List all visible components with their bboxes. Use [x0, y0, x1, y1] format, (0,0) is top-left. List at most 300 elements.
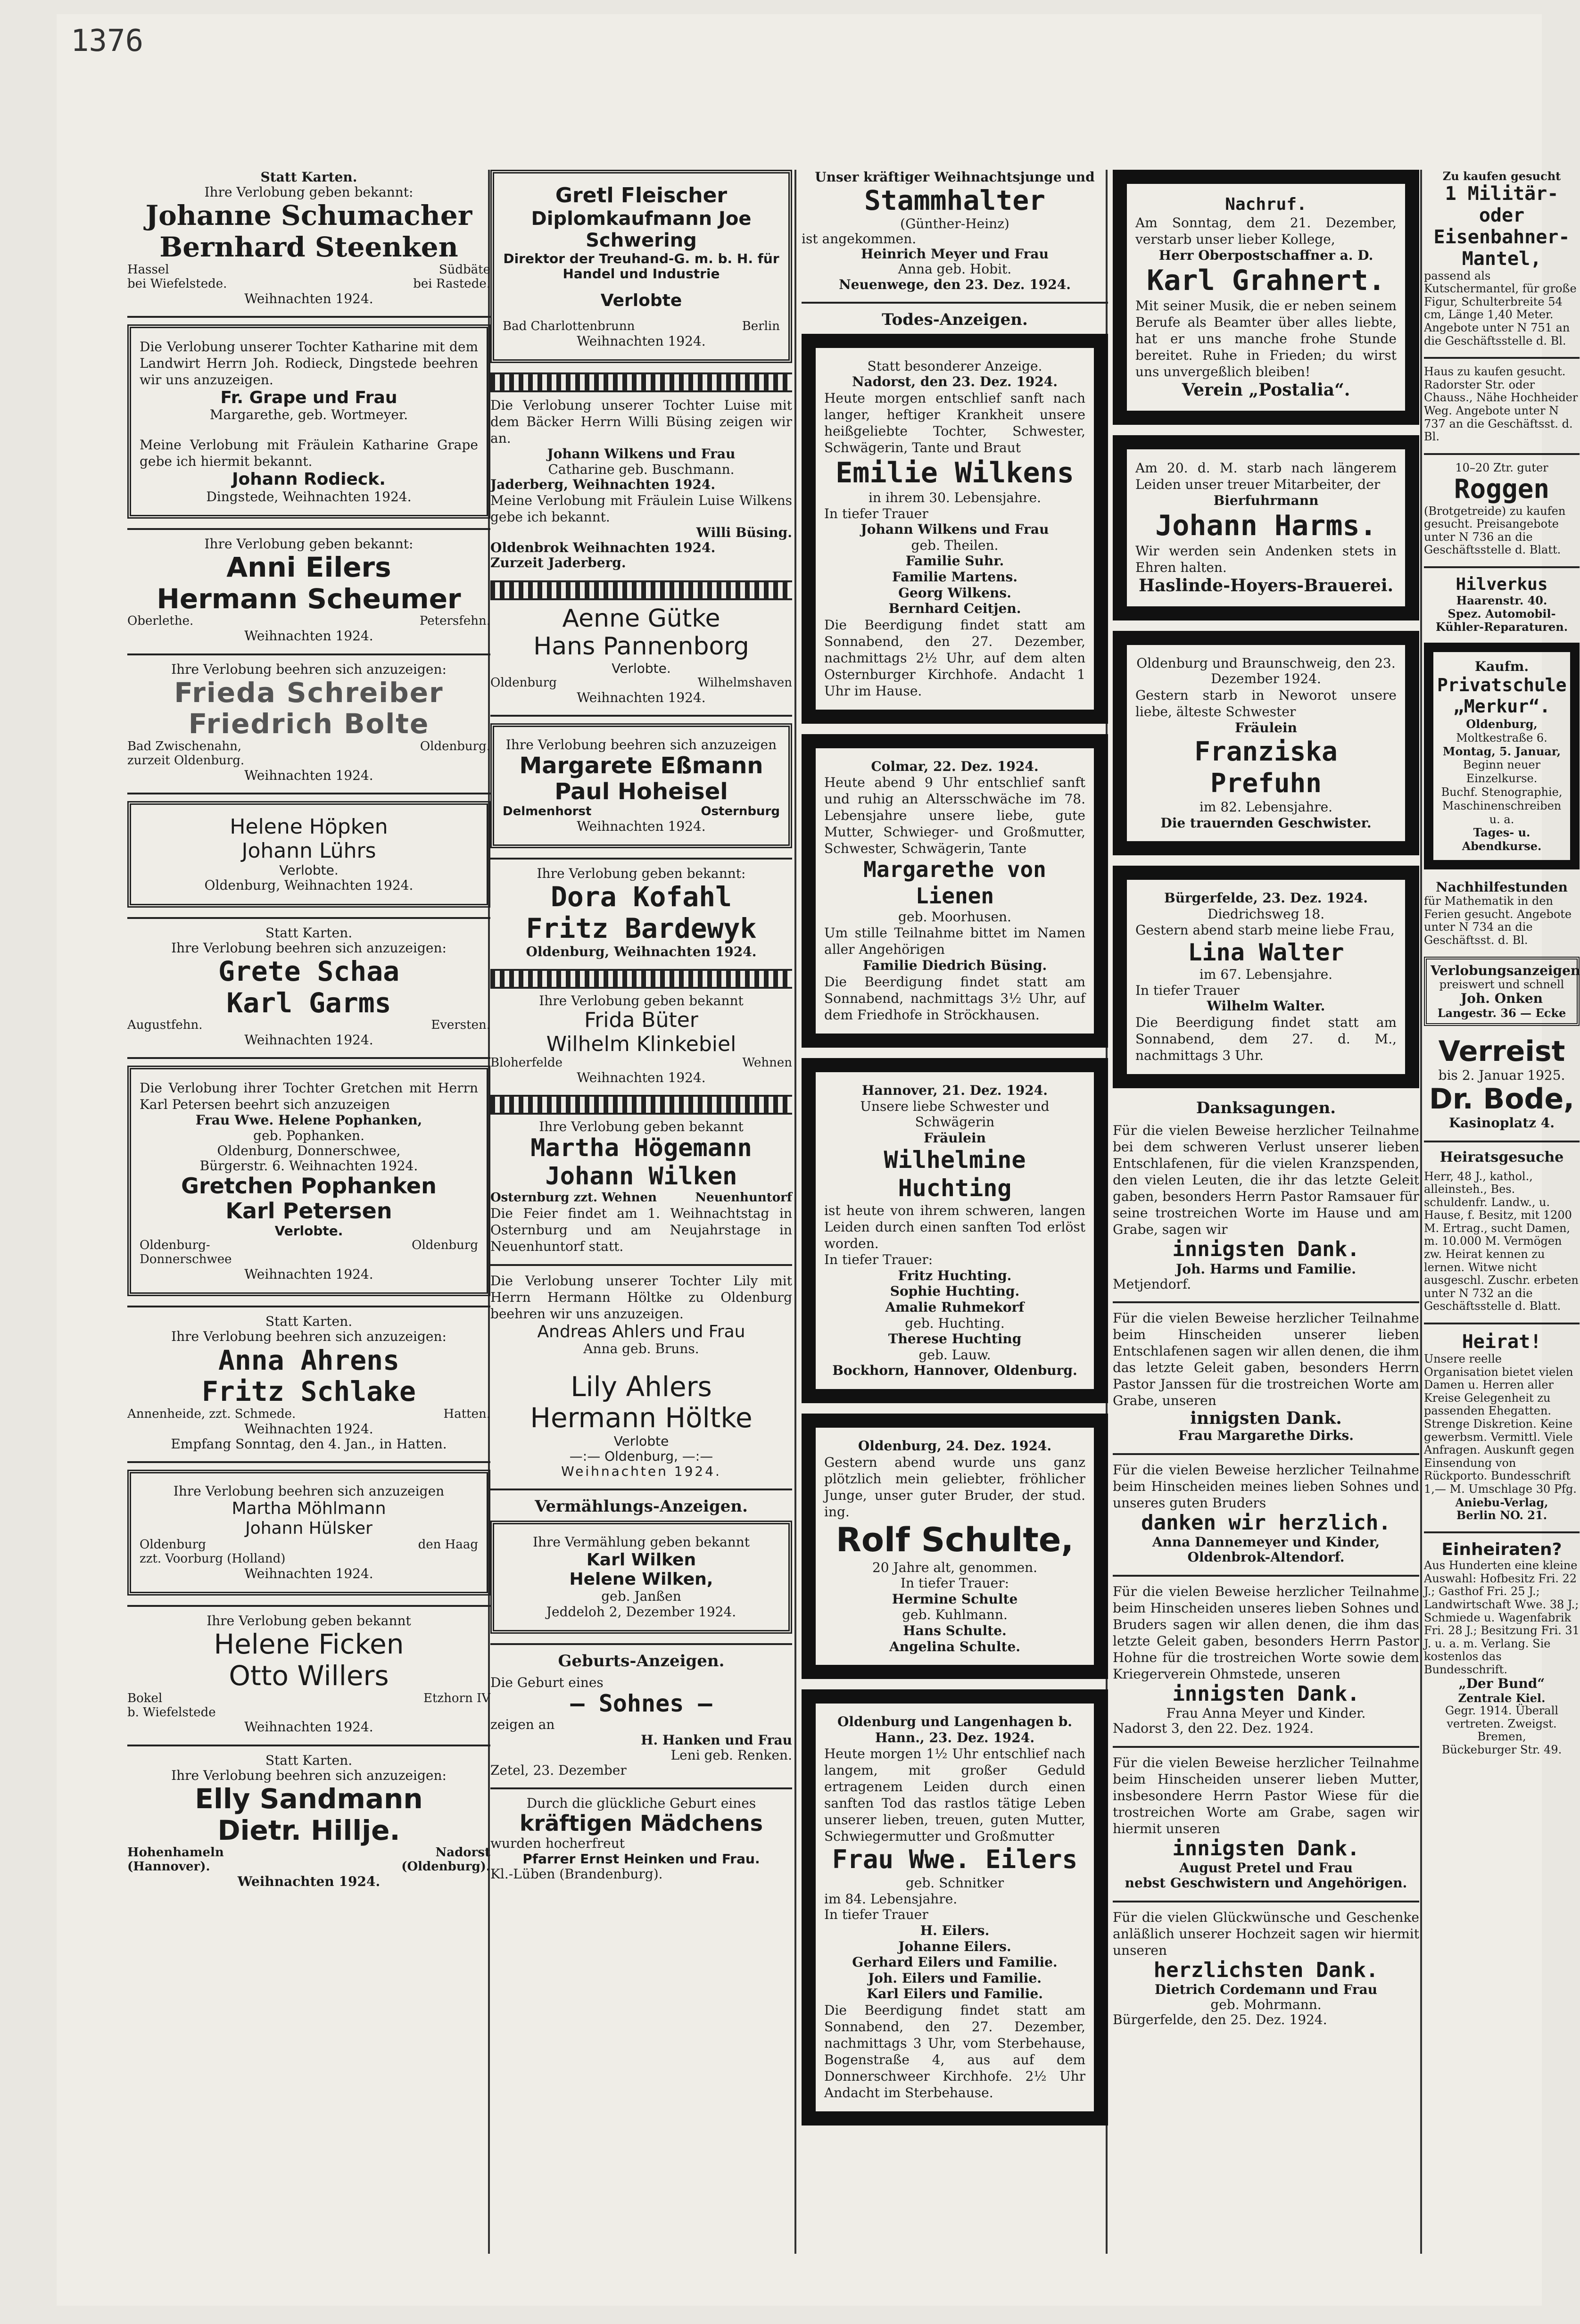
ad-signature: Andreas Ahlers und Frau — [537, 1322, 745, 1341]
ad-text: Die Beerdigung findet statt am Sonnabend, nachmittags 3½ Uhr, auf dem Friedhofe in Ströckhausen. — [824, 974, 1085, 1023]
ad-name: Karl Garms — [226, 986, 391, 1019]
ad-signature: Hermine Schulte — [892, 1591, 1018, 1607]
ad-headline: danken wir herzlich. — [1141, 1510, 1391, 1535]
section-heading: Geburts-Anzeigen. — [558, 1651, 725, 1671]
ad-text: Verlobte. — [279, 862, 339, 878]
ad-date: Weihnachten 1924. — [244, 1421, 373, 1437]
obituary — [1113, 631, 1419, 855]
ad-date: Weihnachten 1924. — [561, 1464, 721, 1480]
ad-title: Bierfuhrmann — [1213, 492, 1319, 508]
ad-signature: Joh. Harms und Familie. — [1176, 1261, 1356, 1277]
birth-ad — [490, 1675, 792, 1778]
ad-place: Eversten. — [431, 1018, 490, 1033]
ad-text: im 84. Lebensjahre. — [824, 1891, 958, 1907]
ad-headline: herzlichsten Dank. — [1153, 1958, 1379, 1982]
ad-note: Die Feier findet am 1. Weihnachtstag in Osternburg und am Neujahrstage in Neuenhuntorf statt. — [490, 1205, 792, 1254]
ad-signature: Fritz Huchting. — [898, 1267, 1012, 1283]
ad-name: Fritz Bardewyk — [526, 912, 757, 944]
ad-text: Buchf. Stenographie, Maschinenschreiben u. a. — [1441, 786, 1563, 826]
ad-signature: Anna Dannemeyer und Kinder, — [1152, 1534, 1380, 1550]
ad-signature: Verein „Postalia“. — [1182, 380, 1350, 400]
ad-name: Margarete Eßmann — [519, 752, 763, 779]
ad-name: Franziska Prefuhn — [1194, 736, 1338, 799]
ad-name: Helene Höpken — [230, 815, 388, 839]
ad-name: Martha Högemann — [530, 1134, 752, 1163]
ad-headline: Hilverkus — [1456, 575, 1548, 595]
classified-ad — [1424, 957, 1580, 1026]
ad-place: Hassel — [127, 262, 169, 277]
ad-top: Statt Karten. — [265, 1314, 353, 1330]
ad-text: Aus Hunderten eine kleine Auswahl: Hofbesitz Fri. 22 J.; Gasthof Fri. 25 J.; Landwirtschaft Wwe. 38 J.; Schmiede u. Wagenfabrik Fri. 28 J.; Besitzung Fri. 31 J. u. a. m. Verlang. Sie kostenlos das Bundesschrift. — [1424, 1559, 1580, 1676]
ad-date: Oldenburg und Braunschweig, den 23. Dezember 1924. — [1136, 655, 1396, 687]
ad-signature: August Pretel und Frau — [1179, 1860, 1353, 1876]
ad-place: Petersfehn. — [419, 614, 490, 629]
column-3 — [802, 170, 1108, 2136]
ad-headline: Stammhalter — [864, 184, 1046, 217]
ad-text: Für die vielen Glückwünsche und Geschenke anläßlich unserer Hochzeit sagen wir hiermit unseren — [1113, 1909, 1419, 1958]
ad-intro: Ihre Verlobung geben bekannt: — [537, 866, 746, 882]
ad-text: preiswert und schnell — [1439, 977, 1564, 991]
ad-title: Herr Oberpostschaffner a. D. — [1158, 248, 1373, 264]
column-5 — [1424, 170, 1580, 1766]
ad-text: Durch die glückliche Geburt eines — [526, 1795, 756, 1811]
ad-signature: nebst Geschwistern und Angehörigen. — [1125, 1875, 1407, 1891]
ad-text: Am Sonntag, dem 21. Dezember, verstarb unser lieber Kollege, — [1135, 215, 1397, 248]
ad-signature: Frau Wwe. Helene Pophanken, — [195, 1112, 422, 1128]
ad-address: Langestr. 36 — Ecke — [1437, 1006, 1566, 1020]
ad-text: Um stille Teilnahme bittet im Namen aller Angehörigen — [824, 925, 1085, 958]
ad-text: Montag, 5. Januar, — [1442, 744, 1561, 758]
ad-text: zeigen an — [490, 1717, 555, 1733]
ad-signature: Hans Schulte. — [903, 1623, 1007, 1638]
ad-name: Karl Wilken — [586, 1550, 696, 1570]
ad-name: Rolf Schulte, — [836, 1520, 1074, 1559]
ad-name: geb. Schnitker — [905, 1875, 1004, 1891]
ad-signature: Bernhard Ceitjen. — [888, 601, 1021, 617]
ornament-border — [490, 580, 792, 600]
ad-text: Für die vielen Beweise herzlicher Teilnahme beim Hinscheiden unseres lieben Sohnes und Bruders sagen wir allen denen, die ihm das letzte Geleit gaben, besonders Herrn Pastor Hohne für die trostreichen Worte sowie dem Kriegerverein Ohmstede, unseren — [1113, 1583, 1419, 1682]
ad-place: Berlin — [742, 319, 780, 334]
ad-text: Für die vielen Beweise herzlicher Teilnahme bei dem schweren Verlust unserer lieben Entschlafenen, für die vielen Kranzspenden, den vielen Leuten, die ihr das letzte Geleit gaben, besonders Herrn Pastor Ramsauer für seine trostreichen Worte im Hause und am Grabe, sagen wir — [1113, 1123, 1419, 1238]
ad-top: Unser kräftiger Weihnachtsjunge und — [815, 169, 1095, 185]
ad-name: Margarethe von Lienen — [863, 857, 1046, 909]
ad-text: Wir werden sein Andenken stets in Ehren halten. — [1135, 543, 1397, 575]
ad-intro: Ihre Verlobung geben bekannt — [207, 1613, 411, 1629]
ad-place: Bürgerstr. 6. Weihnachten 1924. — [199, 1158, 418, 1174]
obituary — [1113, 170, 1419, 425]
ad-date: Bürgerfelde, den 25. Dez. 1924. — [1113, 2012, 1327, 2028]
ad-place: Osternburg — [701, 804, 780, 819]
ad-name: Martha Möhlmann — [232, 1499, 386, 1519]
ad-name: Helene Ficken — [214, 1628, 404, 1661]
ad-signature: Amalie Ruhmekorf — [885, 1299, 1025, 1315]
ad-signature: Johann Wilkens und Frau — [547, 446, 736, 462]
ad-date: Weihnachten 1924. — [577, 690, 706, 706]
ad-date: Neuenwege, den 23. Dez. 1924. — [839, 276, 1071, 292]
ad-name: Wilhelmine Huchting — [884, 1146, 1026, 1202]
ad-date: Weihnachten 1924. — [244, 1032, 373, 1048]
ad-signature: Johann Wilkens und Frau — [860, 521, 1049, 538]
ad-headline: Einheiraten? — [1441, 1539, 1562, 1559]
ad-text: Heute morgen 1½ Uhr entschlief nach langem, mit großer Geduld ertragenem Leiden durch einen sanften Tod das rastlos tätige Leben unserer lieben, treuen, guten Mutter, Schwiegermutter und Großmutter — [824, 1746, 1085, 1844]
ad-text: Meine Verlobung mit Fräulein Katharine Grape gebe ich hiermit bekannt. — [140, 437, 478, 470]
engagement-ad — [127, 1613, 490, 1735]
ad-name: Karl Petersen — [225, 1198, 392, 1224]
ad-name: Anna Ahrens — [218, 1344, 400, 1376]
ad-text: Gestern abend wurde uns ganz plötzlich mein geliebter, fröhlicher Junge, unser guter Bruder, der stud. ing. — [824, 1454, 1085, 1520]
ad-top: Statt Karten. — [265, 925, 353, 941]
ad-date: Weihnachten 1924. — [237, 1874, 381, 1890]
ad-text: Unsere liebe Schwester und Schwägerin — [860, 1098, 1050, 1130]
ad-headline: innigsten Dank. — [1172, 1836, 1360, 1861]
column-4 — [1113, 170, 1419, 2037]
ad-place: Donnerschwee — [140, 1252, 232, 1267]
ad-top: Statt besonderer Anzeige. — [867, 358, 1042, 374]
ad-place: Oldenburg. — [420, 739, 490, 754]
ad-name: Helene Wilken, — [569, 1570, 713, 1589]
ad-top: Statt Karten. — [260, 169, 357, 185]
ad-name: Johann Wilken — [545, 1162, 737, 1191]
classified-ad — [1424, 1331, 1580, 1522]
thanks-ad — [1113, 1754, 1419, 1891]
engagement-ad — [127, 1314, 490, 1452]
ad-date: Weihnachten 1924. — [577, 1070, 706, 1086]
thanks-ad — [1113, 1909, 1419, 2028]
ornament-border — [490, 372, 792, 392]
ad-place: Oldenburg — [140, 1538, 206, 1552]
classified-ad — [1424, 1035, 1580, 1131]
ad-name: Gretl Fleischer — [555, 183, 728, 207]
ad-signature: Frau Margarethe Dirks. — [1178, 1428, 1354, 1444]
ad-place: —:— Oldenburg, —:— — [569, 1448, 713, 1464]
ad-text: Die Verlobung unserer Tochter Lily mit Herrn Hermann Höltke zu Oldenburg beehren wir uns anzuzeigen. — [490, 1273, 792, 1322]
ad-name: Lily Ahlers — [571, 1370, 712, 1403]
engagement-ad — [490, 170, 792, 363]
ad-text: In tiefer Trauer: — [900, 1575, 1009, 1591]
ad-title: Direktor der Treuhand-G. m. b. H. für Handel und Industrie — [503, 250, 779, 281]
ad-place: Oldenburg, — [1466, 717, 1538, 731]
ad-top: Zu kaufen gesucht — [1442, 169, 1561, 183]
ad-name: Gretchen Pophanken — [181, 1173, 437, 1199]
ad-note: Empfang Sonntag, den 4. Jan., in Hatten. — [171, 1436, 447, 1452]
ad-date: Oldenburg, 24. Dez. 1924. — [858, 1438, 1052, 1454]
ad-text: In tiefer Trauer — [1135, 982, 1240, 998]
ad-signature: Willi Büsing. — [696, 525, 792, 540]
ad-signature: Gerhard Eilers und Familie. — [852, 1954, 1058, 1970]
ad-text: Meine Verlobung mit Fräulein Luise Wilkens gebe ich bekannt. — [490, 493, 792, 525]
classified-ad — [1424, 643, 1580, 869]
ad-place: zzt. Voorburg (Holland) — [140, 1552, 286, 1566]
ad-place: Delmenhorst — [503, 804, 592, 819]
ad-name: Johann Lührs — [241, 838, 376, 863]
thanks-ad — [1113, 1122, 1419, 1292]
ad-name: geb. Moorhusen. — [898, 909, 1011, 925]
column-rule — [1420, 170, 1422, 2254]
ad-name: Dora Kofahl — [550, 881, 732, 913]
ad-signature: geb. Huchting. — [905, 1315, 1005, 1331]
ad-headline: — Sohnes — — [570, 1689, 712, 1717]
ad-text: Die Verlobung unserer Tochter Katharine mit dem Landwirt Herrn Joh. Rodieck, Dingstede beehren wir uns anzuzeigen. — [140, 339, 478, 388]
ad-signature: Pfarrer Ernst Heinken und Frau. — [522, 1851, 760, 1867]
section-heading: Danksagungen. — [1196, 1099, 1336, 1118]
ad-place: Osternburg zzt. Wehnen — [490, 1191, 657, 1205]
ad-signature: Joh. Eilers und Familie. — [868, 1970, 1042, 1986]
ad-signature: Anna geb. Hobit. — [898, 261, 1012, 277]
ad-place: Bokel — [127, 1691, 163, 1705]
thanks-ad — [1113, 1462, 1419, 1565]
ad-headline: 1 Militär- oder Eisenbahner-Mantel, — [1433, 182, 1570, 270]
ad-signature: Aniebu-Verlag, — [1455, 1495, 1548, 1509]
ad-text: Heute morgen entschlief sanft nach langer, heftiger Krankheit unsere heißgeliebte Tochter, Schwester, Schwägerin, Tante und Braut — [824, 390, 1085, 455]
ad-text: Für die vielen Beweise herzlicher Teilnahme beim Hinscheiden unserer lieben Mutter, insbesondere Herrn Pastor Wiese für die trostreichen Worte am Grabe, sagen wir hiermit unseren — [1113, 1754, 1419, 1836]
ad-signature: Karl Eilers und Familie. — [867, 1986, 1043, 2002]
ad-address: Zentrale Kiel. — [1458, 1691, 1546, 1705]
ad-date: Zetel, 23. Dezember — [490, 1762, 627, 1778]
ad-top: 10–20 Ztr. guter — [1455, 461, 1548, 474]
ad-place: Neuenhuntorf — [695, 1191, 792, 1205]
ad-signature: Johann Rodieck. — [232, 470, 386, 489]
ad-signature: geb. Pophanken. — [253, 1127, 364, 1143]
ad-text: Tages- u. Abendkurse. — [1462, 826, 1542, 853]
ad-headline: Nachruf. — [1225, 195, 1307, 214]
ad-title: Fräulein — [1234, 720, 1298, 736]
ad-date: Hannover, 21. Dez. 1924. — [862, 1082, 1048, 1098]
ad-text: Verlobte — [600, 290, 682, 310]
ad-signature: „Der Bund“ — [1458, 1676, 1545, 1692]
ad-signature: Johanne Eilers. — [898, 1938, 1011, 1954]
ad-place: Diedrichsweg 18. — [1207, 906, 1325, 922]
ad-place: zurzeit Oldenburg. — [127, 753, 245, 768]
ad-date: Weihnachten 1924. — [244, 1565, 373, 1581]
thanks-ad — [1113, 1583, 1419, 1737]
ad-top: Statt Karten. — [265, 1752, 353, 1768]
ad-signature: Familie Suhr. — [905, 553, 1004, 569]
ad-signature: Catharine geb. Buschmann. — [548, 461, 735, 477]
ad-address: Moltkestraße 6. — [1456, 731, 1547, 744]
ad-headline: Privatschule „Merkur“. — [1437, 674, 1567, 717]
ad-intro: Ihre Verlobung geben bekannt: — [204, 184, 414, 200]
ad-intro: Ihre Verlobung geben bekannt — [539, 1119, 744, 1135]
ad-signature: Frau Anna Meyer und Kinder. — [1166, 1705, 1366, 1721]
ad-signature: Fr. Grape und Frau — [220, 388, 397, 407]
ad-date: Oldenbrok Weihnachten 1924. — [490, 540, 716, 556]
ad-date: Colmar, 22. Dez. 1924. — [871, 758, 1039, 774]
ad-text: In tiefer Trauer: — [824, 1252, 933, 1268]
ad-intro: Ihre Verlobung beehren sich anzuzeigen — [173, 1483, 445, 1499]
ad-text: Gegr. 1914. Überall vertreten. Zweigst. Bremen, — [1445, 1704, 1559, 1744]
birth-ad — [490, 1796, 792, 1882]
ad-text: Haarenstr. 40. — [1456, 594, 1547, 608]
ad-text: In tiefer Trauer — [824, 1907, 928, 1923]
ad-text: Herr, 48 J., kathol., alleinsteh., Bes. schuldenfr. Landw., u. Hause, f. Besitz, mit 1200 M. Ertrag., sucht Damen, m. 10.000 M. Vermögen zw. Heirat kennen zu lernen. Witwe nicht ausgeschl. Zuschr. erbeten unter N 732 an die Geschäftsstelle d. Blatt. — [1424, 1169, 1579, 1313]
ad-name: Dr. Bode, — [1429, 1083, 1574, 1116]
ad-intro: Ihre Verlobung beehren sich anzuzeigen: — [171, 661, 447, 677]
ad-name: Anni Eilers — [226, 551, 391, 584]
engagement-ad — [127, 324, 490, 519]
ad-text: ist heute von ihrem schweren, langen Leiden durch einen sanften Tod erlöst worden. — [824, 1203, 1085, 1252]
ad-date: Weihnachten 1924. — [244, 767, 373, 783]
ad-date: Weihnachten 1924. — [244, 290, 373, 306]
ad-signature: geb. Kuhlmann. — [902, 1607, 1008, 1623]
ad-address: Kasinoplatz 4. — [1448, 1115, 1555, 1131]
ad-name: Dietr. Hillje. — [217, 1814, 400, 1846]
ad-text: Die Beerdigung findet statt am Sonnabend, dem 27. d. M., nachmittags 3 Uhr. — [1135, 1015, 1397, 1064]
ad-text: Verlobte. — [274, 1223, 343, 1239]
ad-text: Unsere reelle Organisation bietet vielen Damen u. Herren aller Kreise Gelegenheit zu passenden Ehegatten. Strenge Diskretion. Keine gewerbsm. Vermittl. Viele Anfragen. Auskunft gegen Einsendung von Rückporto. Bundesschrift 1,— M. Umschlage 30 Pfg. — [1424, 1352, 1577, 1496]
engagement-ad — [127, 662, 490, 784]
ad-text: wurden hocherfreut — [490, 1836, 625, 1852]
ad-headline: innigsten Dank. — [1190, 1408, 1342, 1429]
ad-signature: Dietrich Cordemann und Frau — [1154, 1982, 1378, 1998]
ad-text: 20 Jahre alt, genommen. — [872, 1559, 1038, 1575]
ad-name: Fritz Schlake — [202, 1375, 416, 1408]
ad-date: Weihnachten 1924. — [244, 1719, 373, 1735]
ad-headline: kräftigen Mädchens — [519, 1811, 763, 1836]
ad-signature: H. Eilers. — [920, 1922, 990, 1938]
engagement-ad — [490, 993, 792, 1085]
ad-signature: Die trauernden Geschwister. — [1160, 815, 1372, 831]
engagement-ad — [127, 801, 490, 908]
ad-signature: Oldenbrok-Altendorf. — [1187, 1549, 1345, 1565]
ad-place: Oldenburg- — [140, 1238, 210, 1253]
ad-date: Weihnachten 1924. — [577, 818, 706, 834]
ad-name: Hermann Höltke — [530, 1402, 753, 1434]
ad-text: In tiefer Trauer — [824, 505, 928, 521]
ad-place: (Hannover). — [127, 1860, 210, 1874]
obituary — [802, 1058, 1108, 1403]
classified-ad — [1424, 880, 1580, 947]
ad-name: geb. Janßen — [601, 1588, 681, 1604]
thanks-ad — [1113, 1310, 1419, 1444]
ad-date: Bürgerfelde, 23. Dez. 1924. — [1164, 890, 1368, 906]
ad-address: Bückeburger Str. 49. — [1441, 1743, 1562, 1757]
ad-name: Aenne Gütke — [562, 604, 720, 633]
page-number: 1376 — [71, 24, 144, 58]
ad-date: Oldenburg, Weihnachten 1924. — [526, 943, 757, 959]
ad-place: Annenheide, zzt. Schmede. — [127, 1406, 296, 1421]
ad-text: in ihrem 30. Lebensjahre. — [868, 490, 1042, 505]
ad-headline: Heirat! — [1462, 1331, 1542, 1353]
ad-text: Für die vielen Beweise herzlicher Teilnahme beim Hinscheiden unserer lieben Entschlafenen sagen wir allen denen, die ihm das letzte Geleit gaben, besonders Herrn Pastor Janssen für die trostreichen Worte am Grabe, unseren — [1113, 1310, 1419, 1409]
section-heading: Heiratsgesuche — [1439, 1149, 1564, 1166]
ad-text: Die Geburt eines — [490, 1674, 604, 1690]
ad-name: Johann Harms. — [1155, 509, 1377, 542]
ad-text: Am 20. d. M. starb nach längerem Leiden unser treuer Mitarbeiter, der — [1135, 460, 1397, 492]
ad-date: Jaderberg, Weihnachten 1924. — [490, 476, 716, 492]
ad-text: ist angekommen. — [802, 231, 917, 247]
ad-text: Mit seiner Musik, die er neben seinem Berufe als Beamter über alles liebte, hat er uns manche frohe Stunde bereitet. Ruhe in Frieden; du wirst uns unvergeßlich bleiben! — [1135, 298, 1397, 380]
classified-ad — [1424, 365, 1580, 444]
engagement-ad — [490, 397, 792, 571]
ad-text: Die Beerdigung findet statt am Sonnabend, den 27. Dezember, nachmittags 2½ Uhr, auf dem alten Osternburger Kirchhofe. Andacht 1 Uhr im Hause. — [824, 617, 1085, 699]
engagement-ad — [490, 866, 792, 959]
obituary — [802, 734, 1108, 1048]
ad-text: für Mathematik in den Ferien gesucht. Angebote unter N 734 an die Geschäftsst. d. Bl. — [1424, 894, 1572, 947]
ad-text: im 82. Lebensjahre. — [1199, 799, 1333, 815]
ad-place: Metjendorf. — [1113, 1276, 1191, 1292]
ad-text: Die Beerdigung findet statt am Sonnabend, den 27. Dezember, nachmittags 3 Uhr, vom Sterbehause, Bogenstraße 4, aus auf dem Donnerschweer Kirchhofe. 2½ Uhr Andacht im Sterbehause. — [824, 2002, 1085, 2101]
wedding-ad — [490, 1521, 792, 1633]
ad-name: Grete Schaa — [218, 955, 400, 987]
ad-signature: Margarethe, geb. Wortmeyer. — [209, 407, 408, 423]
ad-signature: Wilhelm Walter. — [1207, 998, 1325, 1014]
ad-place: Oberlethe. — [127, 614, 194, 629]
section-heading: Vermählungs-Anzeigen. — [535, 1497, 748, 1516]
classified-ad — [1424, 1540, 1580, 1757]
ad-name: Frau Wwe. Eilers — [832, 1844, 1078, 1875]
ad-headline: innigsten Dank. — [1172, 1681, 1360, 1706]
ad-name: Hans Pannenborg — [533, 632, 749, 661]
ad-signature: Angelina Schulte. — [889, 1638, 1021, 1654]
ad-headline: Verlobungsanzeigen — [1431, 962, 1580, 978]
ad-place: Oldenburg — [412, 1238, 478, 1253]
classified-ad — [1424, 1170, 1580, 1314]
ad-place: b. Wiefelstede — [127, 1705, 216, 1720]
column-rule — [794, 170, 796, 2254]
ad-text: Die Verlobung unserer Tochter Luise mit dem Bäcker Herrn Willi Büsing zeigen wir an. — [490, 397, 792, 447]
birth-ad — [802, 170, 1108, 292]
engagement-ad — [490, 605, 792, 706]
ad-intro: Ihre Verlobung geben bekannt — [539, 992, 744, 1009]
ad-headline: innigsten Dank. — [1172, 1237, 1360, 1262]
ad-text: Gestern abend starb meine liebe Frau, — [1135, 922, 1395, 938]
ad-place: Nadorst — [435, 1845, 490, 1860]
ad-text: passend als Kutschermantel, für große Figur, Schulterbreite 54 cm, Länge 1,40 Meter. Angebote unter N 751 an die Geschäftsstelle d. Bl. — [1424, 269, 1577, 347]
ad-headline: Roggen — [1454, 474, 1550, 505]
ad-name: Johann Hülsker — [245, 1518, 372, 1538]
engagement-ad — [127, 170, 490, 306]
ornament-border — [490, 969, 792, 989]
ad-date: Weihnachten 1924. — [577, 333, 706, 349]
ad-text: (Brotgetreide) zu kaufen gesucht. Preisangebote unter N 736 an die Geschäftsstelle d. Blatt. — [1424, 504, 1566, 557]
ad-place: Wilhelmshaven — [697, 676, 792, 690]
ad-text: (Günther-Heinz) — [900, 215, 1009, 232]
ad-signature: Georg Wilkens. — [898, 585, 1011, 601]
obituary — [1113, 866, 1419, 1088]
ad-name: Wilhelm Klinkebiel — [546, 1032, 736, 1056]
ad-name: Friedrich Bolte — [188, 708, 430, 740]
section-heading: Todes-Anzeigen. — [882, 310, 1028, 329]
ad-place: Südbäte — [438, 262, 490, 277]
ad-name: Frida Büter — [584, 1008, 698, 1032]
ad-text: Gestern starb in Neworot unsere liebe, älteste Schwester — [1135, 687, 1397, 720]
ad-name: Elly Sandmann — [195, 1782, 423, 1815]
ad-text: Die Verlobung ihrer Tochter Gretchen mit Herrn Karl Petersen beehrt sich anzuzeigen — [140, 1080, 478, 1113]
obituary — [1113, 435, 1419, 620]
ad-signature: Familie Martens. — [892, 569, 1018, 585]
ad-place: Hatten. — [443, 1406, 490, 1421]
ad-date: Jeddeloh 2, Dezember 1924. — [546, 1604, 736, 1620]
engagement-ad — [127, 537, 490, 644]
obituary — [802, 334, 1108, 724]
ad-signature: geb. Theilen. — [911, 537, 999, 553]
ad-name: Johanne Schumacher — [145, 199, 472, 232]
ad-place: Wehnen — [742, 1056, 792, 1070]
ad-place: Bad Zwischenahn, — [127, 739, 242, 754]
ad-text: Für die vielen Beweise herzlicher Teilnahme beim Hinscheiden meines lieben Sohnes und unseres guten Bruders — [1113, 1462, 1419, 1511]
ad-place: Bad Charlottenbrunn — [503, 319, 635, 334]
ad-date: Zurzeit Jaderberg. — [490, 555, 626, 571]
ad-place: Kl.-Lüben (Brandenburg). — [490, 1866, 663, 1882]
ad-signature: geb. Mohrmann. — [1210, 1997, 1322, 2013]
ad-place: Bloherfelde — [490, 1056, 563, 1070]
ad-place: Hohenhameln — [127, 1845, 224, 1860]
ad-place: bei Wiefelstede. — [127, 276, 227, 291]
classified-ad — [1424, 462, 1580, 557]
ad-place: bei Rastede. — [413, 276, 490, 291]
newspaper-page — [57, 14, 1580, 2306]
ad-name: Bernhard Steenken — [159, 231, 458, 264]
